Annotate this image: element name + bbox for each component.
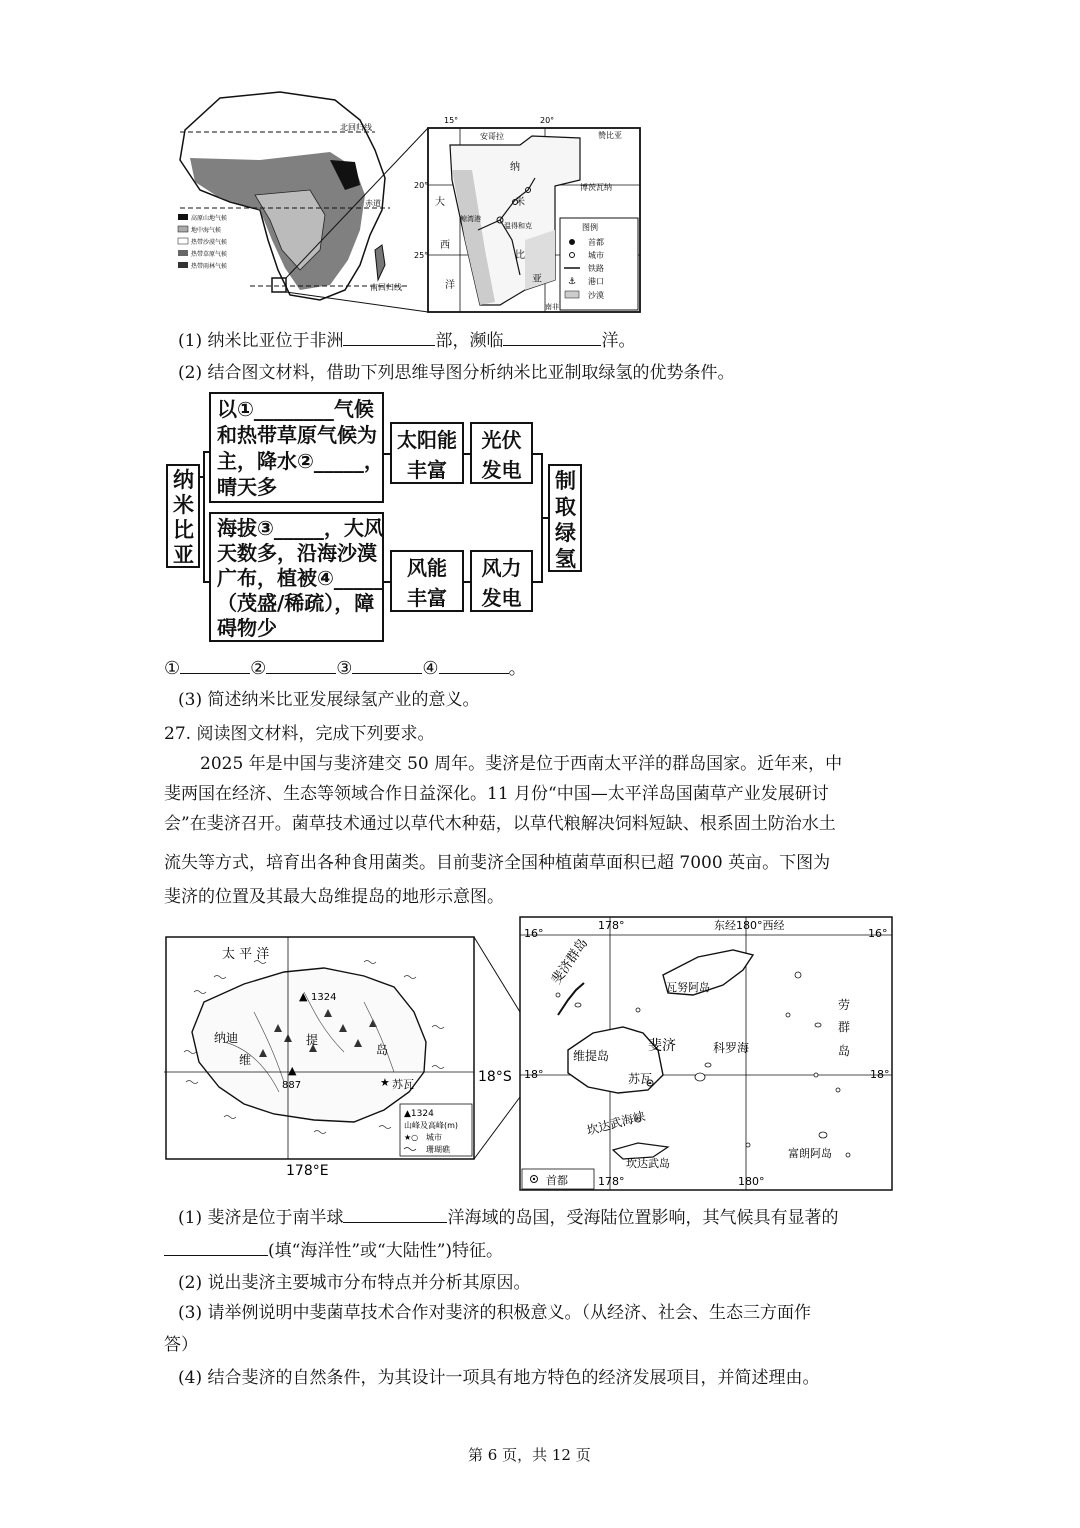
svg-text:劳: 劳 xyxy=(838,998,851,1012)
viti-levu-map xyxy=(164,932,524,1180)
answer-blank[interactable] xyxy=(164,1237,268,1256)
tropic-of-cancer-label: 北回归线 xyxy=(340,123,372,132)
svg-text:180°: 180° xyxy=(738,1175,765,1188)
svg-text:科罗海: 科罗海 xyxy=(713,1041,750,1055)
africa-legend xyxy=(178,214,227,270)
answer-blank[interactable] xyxy=(180,655,250,674)
q27-para-1: 2025 年是中国与斐济建交 50 周年。斐济是位于西南太平洋的群岛国家。近年来，中 xyxy=(200,754,843,774)
namibia-inset xyxy=(414,116,640,312)
svg-text:18°: 18° xyxy=(870,1068,890,1081)
svg-text:苏瓦: 苏瓦 xyxy=(628,1072,653,1086)
svg-text:东经180°西经: 东经180°西经 xyxy=(714,919,785,932)
svg-text:▲: ▲ xyxy=(299,990,308,1003)
q27-sub2: (2) 说出斐济主要城市分布特点并分析其原因。 xyxy=(178,1273,531,1293)
svg-text:坎达武海峡: 坎达武海峡 xyxy=(585,1108,647,1138)
svg-text:山峰及高峰(m): 山峰及高峰(m) xyxy=(404,1121,459,1130)
svg-text:亚: 亚 xyxy=(532,274,542,285)
svg-text:珊瑚礁: 珊瑚礁 xyxy=(426,1145,450,1154)
svg-text:15°: 15° xyxy=(444,116,459,125)
svg-text:太 平 洋: 太 平 洋 xyxy=(222,947,270,962)
q27-sub4: (4) 结合斐济的自然条件，为其设计一项具有地方特色的经济发展项目，并简述理由。 xyxy=(178,1368,820,1388)
svg-text:维提岛: 维提岛 xyxy=(573,1049,610,1063)
mindmap-bottom-box: 海拔③_____，大风 天数多，沿海沙漠 广布，植被④_____ （茂盛/稀疏），障 碍物少 xyxy=(209,512,384,642)
svg-text:苏瓦: 苏瓦 xyxy=(392,1078,414,1091)
q27-para-2: 斐两国在经济、生态等领域合作日益深化。11 月份“中国—太平洋岛国菌草产业发展研讨 xyxy=(164,784,829,804)
svg-text:热带草原气候: 热带草原气候 xyxy=(191,251,228,258)
svg-text:坎达武岛: 坎达武岛 xyxy=(626,1157,670,1170)
svg-text:地中海气候: 地中海气候 xyxy=(191,227,222,234)
q27-para-5: 斐济的位置及其最大岛维提岛的地形示意图。 xyxy=(164,887,504,907)
q26-sub3: (3) 简述纳米比亚发展绿氢产业的意义。 xyxy=(178,690,480,710)
svg-text:博茨瓦纳: 博茨瓦纳 xyxy=(580,183,612,192)
svg-text:热带雨林气候: 热带雨林气候 xyxy=(191,263,228,270)
svg-text:首都: 首都 xyxy=(546,1174,568,1187)
svg-text:城市: 城市 xyxy=(588,251,604,260)
svg-text:178°: 178° xyxy=(598,919,625,932)
svg-text:沙漠: 沙漠 xyxy=(588,291,604,300)
svg-text:首都: 首都 xyxy=(588,238,604,247)
q27-sub3-b: 答） xyxy=(164,1335,198,1355)
svg-text:提: 提 xyxy=(306,1033,319,1047)
svg-text:20°: 20° xyxy=(540,116,555,125)
svg-text:港口: 港口 xyxy=(588,277,604,286)
svg-text:178°E: 178°E xyxy=(286,1163,329,1179)
q27-para-3: 会”在斐济召开。菌草技术通过以草代木种菇，以草代粮解决饲料短缺、根系固土防治水土 xyxy=(164,814,836,834)
svg-text:18°S: 18°S xyxy=(478,1069,512,1085)
mindmap xyxy=(164,392,584,644)
svg-text:图例: 图例 xyxy=(582,223,598,232)
svg-text:岛: 岛 xyxy=(376,1043,389,1057)
answer-blank[interactable] xyxy=(343,1204,447,1223)
answer-blank[interactable] xyxy=(503,327,601,346)
svg-text:斐济: 斐济 xyxy=(648,1038,676,1054)
svg-text:维: 维 xyxy=(239,1053,252,1067)
q26-answer-blanks: ① ② ③ ④ 。 xyxy=(164,655,527,681)
svg-text:西: 西 xyxy=(440,240,450,251)
mindmap-pv: 光伏 发电 xyxy=(470,422,533,484)
equator-label: 赤道 xyxy=(365,199,381,208)
svg-text:16°: 16° xyxy=(868,927,888,940)
svg-text:赞比亚: 赞比亚 xyxy=(598,131,622,140)
svg-text:洋: 洋 xyxy=(445,280,455,291)
svg-text:富朗阿岛: 富朗阿岛 xyxy=(788,1147,832,1160)
svg-text:岛: 岛 xyxy=(838,1044,851,1058)
svg-text:温得和克: 温得和克 xyxy=(504,222,532,230)
page-footer: 第 6 页，共 12 页 xyxy=(468,1446,591,1464)
q26-sub2: (2) 结合图文材料，借助下列思维导图分析纳米比亚制取绿氢的优势条件。 xyxy=(178,363,735,383)
mindmap-wind: 风能 丰富 xyxy=(390,550,464,612)
svg-text:斐济群岛: 斐济群岛 xyxy=(548,936,592,988)
svg-text:南非: 南非 xyxy=(545,303,559,311)
svg-text:安哥拉: 安哥拉 xyxy=(480,132,504,141)
svg-text:纳: 纳 xyxy=(510,162,520,173)
svg-text:群: 群 xyxy=(838,1020,851,1034)
svg-text:铁路: 铁路 xyxy=(588,264,604,273)
svg-text:⚓: ⚓ xyxy=(568,277,577,287)
svg-text:米: 米 xyxy=(515,197,525,208)
answer-blank[interactable] xyxy=(352,655,422,674)
answer-blank[interactable] xyxy=(439,655,509,674)
svg-text:25°: 25° xyxy=(414,251,429,260)
answer-blank[interactable] xyxy=(266,655,336,674)
svg-text:18°: 18° xyxy=(524,1068,544,1081)
mindmap-top-box: 以①________气候 和热带草原气候为 主，降水②_____， 晴天多 xyxy=(209,392,384,503)
q27-sub1-a: (1) 斐济是位于南半球 洋海域的岛国，受海陆位置影响，其气候具有显著的 xyxy=(178,1204,838,1230)
svg-text:热带沙漠气候: 热带沙漠气候 xyxy=(191,239,228,246)
mindmap-right-hydrogen: 制取绿氢 xyxy=(548,464,582,572)
svg-text:瓦努阿岛: 瓦努阿岛 xyxy=(666,981,710,994)
svg-text:比: 比 xyxy=(515,250,525,261)
svg-text:887: 887 xyxy=(282,1080,302,1091)
svg-text:178°: 178° xyxy=(598,1175,625,1188)
svg-text:★○: ★○ xyxy=(404,1133,419,1142)
svg-text:▲: ▲ xyxy=(288,1064,297,1077)
svg-text:高原山地气候: 高原山地气候 xyxy=(191,215,228,222)
svg-text:纳迪: 纳迪 xyxy=(214,1031,239,1045)
svg-text:16°: 16° xyxy=(524,927,544,940)
fiji-map xyxy=(518,915,894,1193)
svg-text:鲸湾港: 鲸湾港 xyxy=(460,215,481,223)
q27-title: 27. 阅读图文材料，完成下列要求。 xyxy=(164,724,435,744)
mindmap-windpower: 风力 发电 xyxy=(470,550,533,612)
namibia-map xyxy=(160,90,650,320)
q27-sub3-a: (3) 请举例说明中斐菌草技术合作对斐济的积极意义。（从经济、社会、生态三方面作 xyxy=(178,1303,811,1323)
q27-sub1-b: (填“海洋性”或“大陆性”)特征。 xyxy=(164,1237,503,1263)
svg-text:▲1324: ▲1324 xyxy=(404,1109,434,1119)
answer-blank[interactable] xyxy=(343,327,435,346)
svg-text:大: 大 xyxy=(435,197,445,208)
svg-text:20°: 20° xyxy=(414,181,429,190)
mindmap-left-namibia: 纳米比亚 xyxy=(166,464,200,568)
mindmap-solar: 太阳能 丰富 xyxy=(390,422,464,484)
q26-sub1: (1) 纳米比亚位于非洲 部，濒临 洋。 xyxy=(178,327,635,353)
svg-text:1324: 1324 xyxy=(311,992,337,1003)
svg-text:城市: 城市 xyxy=(426,1133,442,1142)
q27-para-4: 流失等方式，培育出各种食用菌类。目前斐济全国种植菌草面积已超 7000 英亩。下图为 xyxy=(164,853,831,873)
tropic-of-capricorn-label: 南回归线 xyxy=(370,283,402,292)
svg-text:★: ★ xyxy=(380,1076,390,1089)
